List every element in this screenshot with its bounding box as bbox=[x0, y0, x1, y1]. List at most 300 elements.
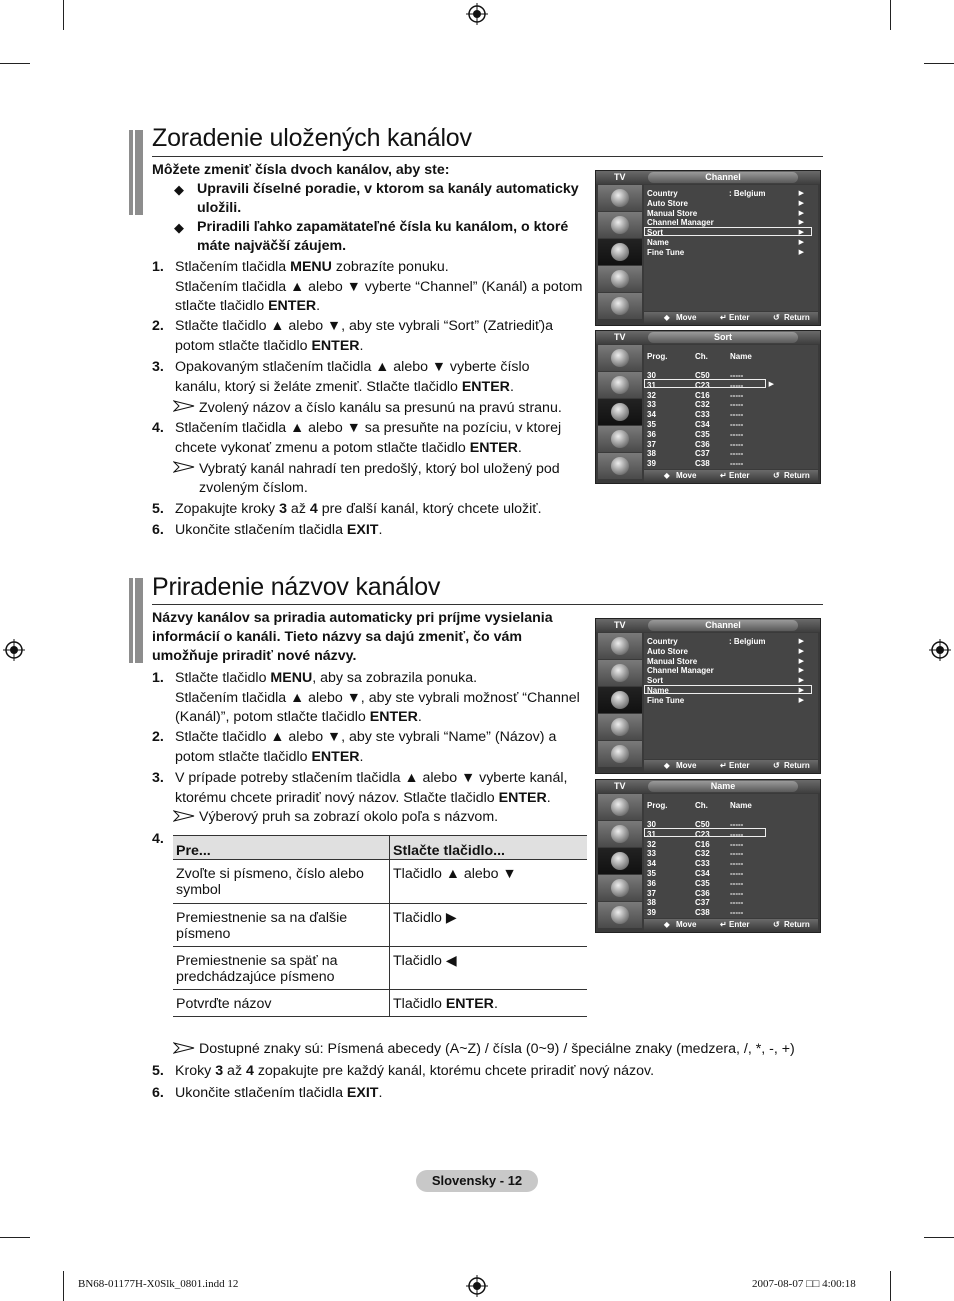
osd-menu-item: Auto Store bbox=[647, 646, 688, 656]
table-row bbox=[173, 904, 587, 947]
cell-segment: Tlačidlo ◀ bbox=[393, 953, 457, 969]
osd-footer-enter: Enter bbox=[729, 920, 750, 929]
osd-menu-icon bbox=[598, 633, 642, 659]
osd-list-cell: 37 bbox=[647, 888, 656, 898]
osd-list-cell: C37 bbox=[695, 898, 710, 908]
cell-line: Potvrďte názov bbox=[176, 996, 272, 1012]
osd-list-cell: 38 bbox=[647, 449, 656, 459]
cell-line: Premiestnenie sa na ďalšie bbox=[176, 910, 348, 926]
osd-list-cell: C50 bbox=[695, 371, 710, 380]
note-text: zvoleným číslom. bbox=[199, 480, 308, 496]
updown-icon: ⬥ bbox=[664, 471, 670, 480]
chevron-right-icon: ▶ bbox=[798, 190, 804, 197]
step-segment: stlačte tlačidlo bbox=[175, 298, 269, 314]
step-segment: Stlačte tlačidlo ▲ alebo ▼, aby ste vybrali “Sort” (Zatriediť)a bbox=[175, 318, 553, 334]
osd-menu-icon-glyph bbox=[611, 270, 629, 288]
tv-osd-screen bbox=[595, 330, 821, 484]
osd-list-cell: C38 bbox=[695, 459, 710, 469]
key-name: MENU bbox=[290, 259, 332, 275]
osd-footer-move: Move bbox=[676, 761, 697, 770]
osd-footer-return: Return bbox=[784, 313, 810, 322]
osd-list-cell: 33 bbox=[647, 849, 656, 859]
osd-menu-icon-glyph bbox=[611, 798, 629, 816]
osd-list-cell: C36 bbox=[695, 888, 710, 898]
osd-menu-icon-glyph bbox=[611, 376, 629, 394]
registration-mark-icon bbox=[929, 639, 951, 661]
osd-menu-icon bbox=[598, 848, 642, 874]
step-text bbox=[175, 419, 561, 439]
osd-list-cell: 38 bbox=[647, 898, 656, 908]
osd-list-cell: C34 bbox=[695, 420, 710, 429]
osd-list-cell: ----- bbox=[730, 888, 744, 898]
osd-tv-label: TV bbox=[614, 332, 626, 342]
osd-country-value: : Belgium bbox=[729, 189, 766, 198]
osd-list-cell: 36 bbox=[647, 878, 656, 888]
osd-list-cell: 30 bbox=[647, 820, 656, 829]
step-text bbox=[175, 728, 556, 748]
osd-list-cell: ----- bbox=[730, 859, 744, 869]
osd-list-cell: ----- bbox=[730, 390, 744, 400]
trim-mark bbox=[890, 0, 891, 30]
chevron-right-icon: ▶ bbox=[798, 638, 804, 645]
trim-mark bbox=[63, 1271, 64, 1301]
osd-list-cell: ----- bbox=[730, 439, 744, 449]
osd-menu-title: Channel bbox=[648, 620, 798, 631]
updown-icon: ⬥ bbox=[664, 761, 670, 770]
osd-footer bbox=[644, 760, 818, 772]
osd-menu-icon bbox=[598, 875, 642, 901]
osd-menu-item: Name bbox=[647, 238, 669, 247]
step-segment: Zopakujte kroky bbox=[175, 501, 280, 517]
osd-list-cell: ----- bbox=[730, 849, 744, 859]
key-name: ENTER bbox=[445, 996, 494, 1012]
osd-menu-icon-glyph bbox=[611, 825, 629, 843]
key-name: EXIT bbox=[346, 522, 379, 538]
osd-list-cell: C16 bbox=[695, 390, 710, 400]
osd-footer-move: Move bbox=[676, 920, 697, 929]
osd-menu-icon-glyph bbox=[611, 879, 629, 897]
osd-tv-label: TV bbox=[614, 172, 626, 182]
osd-menu-icon-glyph bbox=[611, 906, 629, 924]
key-name: 3 bbox=[279, 501, 287, 517]
osd-list-cell: C34 bbox=[695, 869, 710, 878]
step-text bbox=[175, 1084, 382, 1104]
osd-list-cell: ----- bbox=[730, 410, 744, 420]
chevron-right-icon: ▶ bbox=[798, 657, 804, 665]
osd-list-cell: C50 bbox=[695, 820, 710, 829]
osd-list-cell: 35 bbox=[647, 869, 656, 878]
osd-list-cell: 32 bbox=[647, 390, 656, 400]
note-text: Dostupné znaky sú: Písmená abecedy (A~Z) / čísla (0~9) / špeciálne znaky (medzera, /, *, -, +) bbox=[199, 1041, 795, 1057]
table-cell bbox=[173, 947, 390, 990]
key-name: 4 bbox=[245, 1063, 254, 1079]
bullet-diamond-icon: ◆ bbox=[174, 220, 184, 235]
osd-list-cell: ----- bbox=[730, 449, 744, 459]
osd-header bbox=[596, 331, 820, 344]
section-marker bbox=[129, 130, 143, 215]
chevron-right-icon: ▶ bbox=[798, 696, 804, 704]
step-segment: . bbox=[517, 439, 522, 456]
osd-menu-item: Sort bbox=[647, 228, 663, 238]
chevron-right-icon: ▶ bbox=[798, 677, 804, 685]
bullet-text: Priradili ľahko zapamätateľné čísla ku kanálom, o ktoré bbox=[197, 219, 569, 235]
osd-menu-icon bbox=[598, 345, 642, 371]
osd-footer bbox=[644, 919, 818, 931]
osd-list-cell: C37 bbox=[695, 449, 710, 459]
osd-list-header: Ch. bbox=[695, 352, 708, 361]
step-number: 1. bbox=[152, 670, 164, 686]
key-name: ENTER bbox=[369, 709, 418, 725]
osd-footer-return: Return bbox=[784, 761, 810, 770]
osd-list-cell: ----- bbox=[730, 820, 744, 829]
key-name: ENTER bbox=[311, 337, 360, 354]
key-name: ENTER bbox=[268, 298, 317, 314]
osd-menu-icon-glyph bbox=[611, 189, 629, 207]
table-header-cell: Pre... bbox=[173, 836, 390, 860]
osd-menu-icon-glyph bbox=[611, 430, 629, 448]
step-number: 2. bbox=[152, 318, 164, 334]
step-number: 3. bbox=[152, 359, 164, 375]
osd-footer-enter: Enter bbox=[729, 471, 750, 480]
osd-menu-item: Country bbox=[647, 189, 678, 198]
step-segment: Ukončite stlačením tlačidla bbox=[175, 522, 347, 538]
imprint-file: BN68-01177H-X0Slk_0801.indd 12 bbox=[78, 1278, 239, 1290]
step-text bbox=[175, 708, 422, 728]
step-text bbox=[175, 500, 542, 520]
chevron-right-icon: ▶ bbox=[798, 219, 804, 227]
step-segment: . bbox=[546, 789, 551, 806]
osd-list-cell: 32 bbox=[647, 839, 656, 849]
enter-icon: ↵ bbox=[720, 761, 727, 770]
step-segment: pre ďalší kanál, ktorý chcete uložiť. bbox=[317, 501, 542, 517]
osd-header bbox=[596, 780, 820, 793]
osd-menu-item: Fine Tune bbox=[647, 247, 685, 257]
osd-menu-icon bbox=[598, 660, 642, 686]
osd-list-header: Name bbox=[730, 801, 752, 810]
osd-list-cell: 34 bbox=[647, 410, 656, 420]
osd-country-value: : Belgium bbox=[729, 637, 766, 646]
osd-footer-return: Return bbox=[784, 471, 810, 480]
key-name: MENU bbox=[270, 670, 313, 686]
imprint-date: 2007-08-07 □□ 4:00:18 bbox=[752, 1278, 856, 1290]
cell-line: Zvoľte si písmeno, číslo alebo bbox=[176, 866, 364, 882]
step-text bbox=[175, 769, 567, 789]
osd-menu-icon-glyph bbox=[611, 664, 629, 682]
step-segment: Stlačením tlačidla ▲ alebo ▼ vyberte “Channel” (Kanál) a potom bbox=[175, 278, 583, 295]
section-intro: umožňuje priradiť nové názvy. bbox=[152, 648, 357, 664]
step-text bbox=[175, 358, 530, 378]
step-segment: Stlačte tlačidlo bbox=[175, 670, 271, 686]
osd-menu-icon bbox=[598, 821, 642, 847]
enter-icon: ↵ bbox=[720, 313, 727, 322]
osd-list-cell: 34 bbox=[647, 859, 656, 869]
step-segment: . bbox=[378, 1085, 383, 1101]
osd-selection-highlight bbox=[644, 379, 766, 388]
step-segment: chcete vykonať zmenu a potom stlačte tlačidlo bbox=[175, 439, 470, 456]
step-number: 5. bbox=[152, 1063, 164, 1079]
osd-menu-icon bbox=[598, 372, 642, 398]
osd-list-cell: C23 bbox=[695, 829, 710, 839]
step-number: 1. bbox=[152, 259, 164, 275]
step-text bbox=[175, 337, 363, 357]
osd-sidebar bbox=[598, 633, 642, 768]
osd-menu-item: Fine Tune bbox=[647, 695, 685, 705]
osd-list-cell: C23 bbox=[695, 380, 710, 390]
page-number-label: Slovensky - 12 bbox=[416, 1170, 538, 1192]
osd-menu-icon-glyph bbox=[611, 718, 629, 736]
osd-menu-icon-glyph bbox=[611, 216, 629, 234]
osd-footer-enter: Enter bbox=[729, 761, 750, 770]
osd-header bbox=[596, 171, 820, 184]
step-segment: zobrazíte ponuku. bbox=[331, 259, 449, 275]
step-segment: Stlačte tlačidlo ▲ alebo ▼, aby ste vybrali “Name” (Názov) a bbox=[175, 729, 557, 745]
key-name: ENTER bbox=[311, 748, 360, 765]
step-segment: Stlačením tlačidla ▲ alebo ▼ sa presuňte na pozíciu, v ktorej bbox=[175, 420, 562, 436]
step-segment: . bbox=[378, 522, 383, 538]
osd-menu-item: Manual Store bbox=[647, 208, 698, 218]
cell-segment: Tlačidlo ▲ alebo ▼ bbox=[393, 866, 517, 882]
osd-menu-icon bbox=[598, 185, 642, 211]
step-segment: potom stlačte tlačidlo bbox=[175, 337, 312, 354]
osd-menu-icon bbox=[598, 687, 642, 713]
return-icon: ↺ bbox=[773, 761, 780, 770]
bullet-text: uložili. bbox=[197, 200, 242, 216]
osd-sidebar bbox=[598, 185, 642, 320]
cell-line: písmeno bbox=[176, 926, 231, 942]
table-cell bbox=[390, 947, 588, 990]
osd-content bbox=[644, 345, 818, 469]
trim-mark bbox=[63, 0, 64, 30]
osd-footer bbox=[644, 470, 818, 482]
osd-menu-item: Channel Manager bbox=[647, 218, 714, 228]
step-segment: . bbox=[359, 748, 364, 765]
table-cell bbox=[173, 904, 390, 947]
osd-list-cell: ----- bbox=[730, 400, 744, 410]
table-row bbox=[173, 860, 587, 904]
osd-tv-label: TV bbox=[614, 781, 626, 791]
osd-list-cell: C35 bbox=[695, 429, 710, 439]
osd-footer-enter: Enter bbox=[729, 313, 750, 322]
step-text bbox=[175, 278, 582, 298]
registration-mark-icon bbox=[3, 639, 25, 661]
section-rule bbox=[152, 604, 823, 605]
step-segment: Stlačením tlačidla bbox=[175, 259, 291, 275]
step-number: 4. bbox=[152, 831, 164, 847]
cell-segment: Tlačidlo bbox=[393, 996, 446, 1012]
osd-list-cell: ----- bbox=[730, 908, 744, 918]
osd-menu-icon bbox=[598, 794, 642, 820]
osd-menu-icon bbox=[598, 212, 642, 238]
osd-list-cell: ----- bbox=[730, 839, 744, 849]
osd-selection-highlight bbox=[644, 828, 766, 837]
registration-mark-icon bbox=[466, 3, 488, 25]
return-icon: ↺ bbox=[773, 920, 780, 929]
osd-list-cell: 36 bbox=[647, 429, 656, 439]
osd-menu-title: Channel bbox=[648, 172, 798, 183]
osd-menu-icon bbox=[598, 741, 642, 767]
osd-menu-icon-glyph bbox=[611, 852, 629, 870]
osd-menu-icon-glyph bbox=[611, 457, 629, 475]
key-name: 3 bbox=[215, 1063, 224, 1079]
tv-osd-screen bbox=[595, 779, 821, 933]
step-segment: . bbox=[359, 337, 364, 354]
return-icon: ↺ bbox=[773, 471, 780, 480]
note-text: Zvolený názov a číslo kanálu sa presunú na pravú stranu. bbox=[199, 400, 562, 416]
table-cell bbox=[390, 904, 588, 947]
osd-footer-move: Move bbox=[676, 313, 697, 322]
osd-list-header: Prog. bbox=[647, 801, 668, 810]
osd-menu-icon-glyph bbox=[611, 637, 629, 655]
osd-menu-title: Name bbox=[648, 781, 798, 792]
osd-menu-icon bbox=[598, 902, 642, 928]
osd-list-cell: C33 bbox=[695, 859, 710, 869]
step-segment: až bbox=[286, 501, 310, 517]
osd-menu-icon bbox=[598, 266, 642, 292]
osd-menu-item: Auto Store bbox=[647, 198, 688, 208]
table-row bbox=[173, 990, 587, 1017]
table-cell bbox=[390, 990, 588, 1017]
trim-mark bbox=[924, 63, 954, 64]
step-number: 2. bbox=[152, 729, 164, 745]
osd-menu-item: Channel Manager bbox=[647, 666, 714, 676]
table-cell bbox=[173, 990, 390, 1017]
chevron-right-icon: ▶ bbox=[798, 667, 804, 675]
key-name: ENTER bbox=[461, 378, 510, 395]
key-name: EXIT bbox=[346, 1085, 379, 1101]
osd-footer-return: Return bbox=[784, 920, 810, 929]
osd-selection-highlight bbox=[644, 685, 812, 694]
osd-menu-icon bbox=[598, 714, 642, 740]
osd-menu-icon-glyph bbox=[611, 297, 629, 315]
step-text bbox=[175, 297, 320, 317]
osd-list-cell: C33 bbox=[695, 410, 710, 420]
note-arrow-icon bbox=[173, 461, 195, 473]
step-segment: zopakujte pre každý kanál, ktorému chcete priradiť nový názov. bbox=[253, 1063, 655, 1079]
cell-line: symbol bbox=[176, 882, 221, 898]
step-text bbox=[175, 317, 553, 337]
osd-menu-item: Name bbox=[647, 686, 669, 695]
enter-icon: ↵ bbox=[720, 471, 727, 480]
section-intro: Môžete zmeniť čísla dvoch kanálov, aby ste: bbox=[152, 162, 450, 178]
osd-list-cell: 37 bbox=[647, 439, 656, 449]
osd-menu-title: Sort bbox=[648, 332, 798, 343]
osd-list-cell: 39 bbox=[647, 459, 656, 469]
step-number: 6. bbox=[152, 1085, 164, 1101]
trim-mark bbox=[890, 1271, 891, 1301]
table-cell bbox=[173, 860, 390, 904]
chevron-right-icon: ▶ bbox=[798, 647, 804, 655]
step-segment: , aby sa zobrazila ponuka. bbox=[312, 670, 478, 686]
osd-header bbox=[596, 619, 820, 632]
key-name: ENTER bbox=[469, 439, 518, 456]
chevron-right-icon: ▶ bbox=[798, 229, 804, 237]
osd-menu-icon-glyph bbox=[611, 745, 629, 763]
osd-list-cell: ----- bbox=[730, 371, 744, 380]
osd-menu-item: Manual Store bbox=[647, 656, 698, 666]
step-segment: . bbox=[417, 709, 422, 725]
osd-list-cell: ----- bbox=[730, 869, 744, 878]
chevron-right-icon: ▶ bbox=[798, 209, 804, 217]
step-segment: kanálu, ktorý si želáte zmeniť. Stlačte tlačidlo bbox=[175, 378, 462, 395]
updown-icon: ⬥ bbox=[664, 313, 670, 322]
step-segment: Ukončite stlačením tlačidla bbox=[175, 1085, 347, 1101]
step-segment: . bbox=[509, 378, 514, 395]
step-text bbox=[175, 521, 382, 541]
section-rule bbox=[152, 156, 823, 157]
osd-menu-icon bbox=[598, 399, 642, 425]
key-table bbox=[173, 835, 587, 1017]
osd-list-cell: 31 bbox=[647, 380, 656, 390]
step-segment: Opakovaným stlačením tlačidla ▲ alebo ▼ vyberte číslo bbox=[175, 359, 530, 375]
trim-mark bbox=[924, 1237, 954, 1238]
cell-segment: . bbox=[493, 996, 498, 1012]
trim-mark bbox=[0, 63, 30, 64]
tv-osd-screen bbox=[595, 618, 821, 774]
step-segment: Kroky bbox=[175, 1063, 216, 1079]
section-title: Zoradenie uložených kanálov bbox=[152, 124, 472, 152]
osd-sidebar bbox=[598, 345, 642, 480]
key-name: 4 bbox=[309, 501, 318, 517]
section-title: Priradenie názvov kanálov bbox=[152, 573, 441, 601]
step-segment: . bbox=[316, 298, 321, 314]
step-text bbox=[175, 748, 363, 768]
osd-list-cell: ----- bbox=[730, 420, 744, 429]
step-number: 3. bbox=[152, 770, 164, 786]
key-name: ENTER bbox=[498, 789, 547, 806]
osd-selection-highlight bbox=[644, 227, 812, 236]
osd-list-cell: ----- bbox=[730, 459, 744, 469]
osd-list-cell: ----- bbox=[730, 898, 744, 908]
osd-list-cell: C36 bbox=[695, 439, 710, 449]
osd-list-header: Name bbox=[730, 352, 752, 361]
table-header-row bbox=[173, 836, 587, 860]
osd-list-header: Ch. bbox=[695, 801, 708, 810]
step-text bbox=[175, 669, 477, 689]
table-cell bbox=[390, 860, 588, 904]
osd-list-cell: ----- bbox=[730, 380, 744, 390]
section-intro: Názvy kanálov sa priradia automaticky pri príjme vysielania bbox=[152, 610, 553, 626]
note-arrow-icon bbox=[173, 400, 195, 412]
osd-menu-icon bbox=[598, 293, 642, 319]
osd-menu-item: Country bbox=[647, 637, 678, 646]
registration-mark-icon bbox=[466, 1275, 488, 1297]
step-number: 5. bbox=[152, 501, 164, 517]
enter-icon: ↵ bbox=[720, 920, 727, 929]
osd-menu-icon bbox=[598, 453, 642, 479]
osd-list-cell: 33 bbox=[647, 400, 656, 410]
osd-tv-label: TV bbox=[614, 620, 626, 630]
table-row bbox=[173, 947, 587, 990]
step-text bbox=[175, 689, 580, 709]
osd-list-cell: C38 bbox=[695, 908, 710, 918]
chevron-right-icon: ▶ bbox=[798, 199, 804, 207]
osd-menu-item: Sort bbox=[647, 676, 663, 686]
note-arrow-icon bbox=[173, 810, 195, 822]
osd-list-cell: 39 bbox=[647, 908, 656, 918]
osd-list-header: Prog. bbox=[647, 352, 668, 361]
chevron-right-icon: ▶ bbox=[798, 239, 804, 246]
step-segment: ktorému chcete priradiť nový názov. Stlačte tlačidlo bbox=[175, 789, 499, 806]
step-segment: (Kanál)”, potom stlačte tlačidlo bbox=[175, 709, 370, 725]
step-segment: až bbox=[223, 1063, 246, 1079]
osd-menu-icon bbox=[598, 239, 642, 265]
section-intro: informácií o kanáli. Tieto názvy sa dajú zmeniť, čo vám bbox=[152, 629, 523, 645]
osd-menu-icon-glyph bbox=[611, 403, 629, 421]
osd-menu-icon bbox=[598, 426, 642, 452]
osd-content bbox=[644, 185, 818, 311]
osd-footer-move: Move bbox=[676, 471, 697, 480]
updown-icon: ⬥ bbox=[664, 920, 670, 929]
